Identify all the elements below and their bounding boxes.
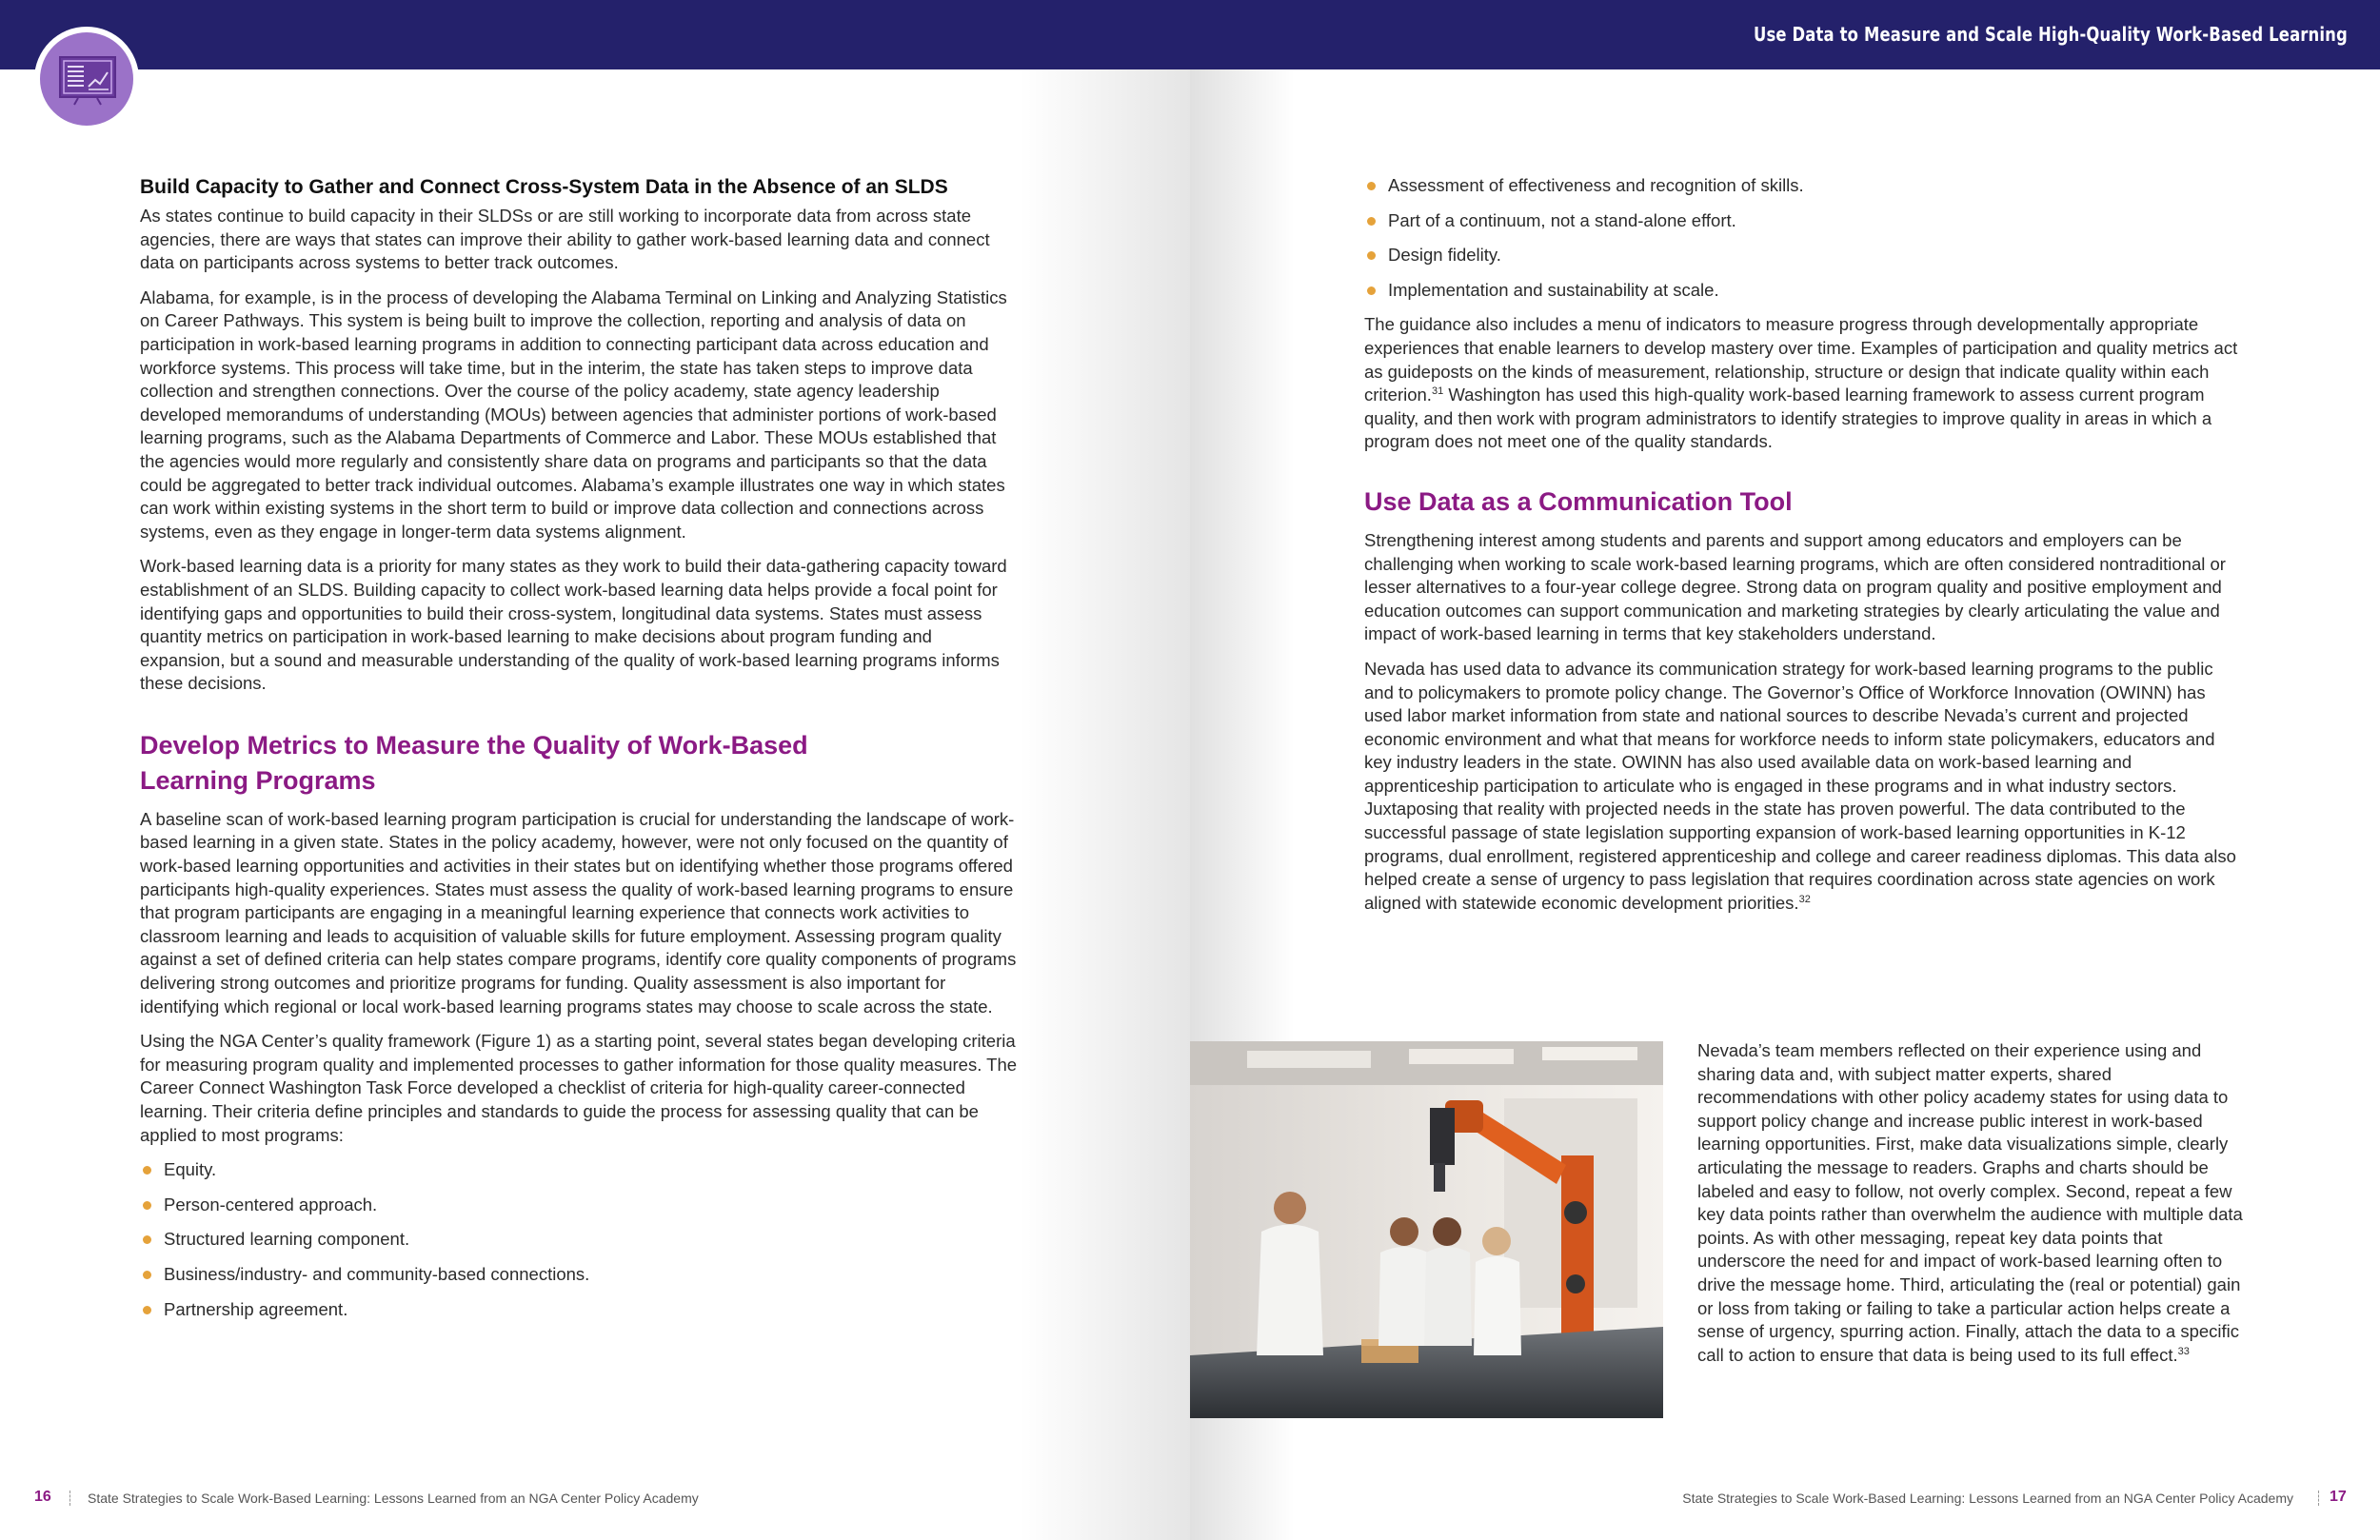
footer-separator [69, 1491, 71, 1506]
paragraph: A baseline scan of work-based learning program participation is crucial for understanding the landscape of work-based learning in a given state. States in the policy academy, however, were not only focused on the quantity of work-based learning opportunities and activities in their states but on identifying whether those programs offered participants high-quality experiences. States must assess the quality of work-based learning programs to ensure that program participants are engaging in a meaningful learning experience that connects work activities to classroom learning and leads to acquisition of valuable skills for future employment. Assessing program quality against a set of defined criteria can help states compare programs, identify core quality components of programs delivering strong outcomes and prioritize programs for funding. Quality assessment is also important for identifying which regional or local work-based learning programs states may choose to scale across the state. [140, 808, 1017, 1017]
footer-separator [2318, 1491, 2320, 1506]
lab-robot-illustration [1190, 1041, 1663, 1418]
paragraph: Using the NGA Center’s quality framework (Figure 1) as a starting point, several states began developing criteria for measuring program quality and implemented processes to gather information for those quality measures. The Career Connect Washington Task Force developed a checklist of criteria for high-quality career-connected learning. Their criteria define principles and standards to guide the process for assessing quality that can be applied to most programs: [140, 1031, 1018, 1145]
section-badge [34, 27, 139, 131]
footer-text-left: State Strategies to Scale Work-Based Learning: Lessons Learned from an NGA Center Policy Academy [88, 1491, 699, 1506]
list-item: Person-centered approach. [140, 1194, 1020, 1217]
paragraph-nevada: Nevada has used data to advance its communication strategy for work-based learning programs to the public and to policymakers to promote policy change. The Governor’s Office of Workforce Innovation (OWINN) has used labor market information from state and national sources to describe Nevada’s current and projected economic environment and what that means for workforce needs to inform state policymakers, educators and key industry leaders in the state. OWINN has also used available data on work-based learning and apprenticeship participation to articulate who is engaged in these programs and in what industry sectors. Juxtaposing that reality with projected needs in the state has proven powerful. The data contributed to the successful passage of state legislation supporting expansion of work-based learning opportunities in K-12 programs, dual enrollment, registered apprenticeship and college and career readiness diplomas. This data also helped create a sense of urgency to pass legislation that requires coordination across state agencies on work aligned with statewide economic development priorities.$^{32}$ [1364, 658, 2236, 913]
right-column [1364, 174, 2245, 926]
list-item: Equity. [140, 1158, 1020, 1182]
heading-develop-metrics: Develop Metrics to Measure the Quality of Work-Based Learning Programs [140, 730, 808, 795]
criteria-list [140, 1158, 1020, 1321]
subhead-build-capacity: Build Capacity to Gather and Connect Cross-System Data in the Absence of an SLDS [140, 176, 948, 198]
list-item: Business/industry- and community-based connections. [140, 1263, 1020, 1287]
chart-presentation-icon [59, 56, 116, 106]
spine-shadow-left [1019, 0, 1190, 1540]
paragraph: Work-based learning data is a priority for many states as they work to build their data-gathering capacity toward establishment of an SLDS. Building capacity to collect work-based learning data helps provide a focal point for identifying gaps and opportunities to build their cross-system, longitudinal data systems. States must assess quantity metrics on participation in work-based learning to make decisions about program funding and expansion, but a sound and measurable understanding of the quality of work-based learning programs informs these decisions. [140, 556, 1007, 694]
left-column [140, 174, 1020, 1333]
heading-communication-tool: Use Data as a Communication Tool [1364, 486, 1793, 516]
page-number-right: 17 [2330, 1489, 2347, 1505]
paragraph: Alabama, for example, is in the process of developing the Alabama Terminal on Linking and Analyzing Statistics on Career Pathways. This system is being built to improve the collection, reporting and analysis of data on participation in work-based learning programs in addition to connecting participant data across education and workforce systems. This process will take time, but in the interim, the state has taken steps to improve data collection and strengthen connections. Over the course of the policy academy, state agency leadership developed memorandums of understanding (MOUs) between agencies that administer portions of work-based learning programs, such as the Alabama Departments of Commerce and Labor. These MOUs established that the agencies would more regularly and consistently share data on programs and participants so that the data could be aggregated to better track individual outcomes. Alabama’s example illustrates one way in which states can work within existing systems in the short term to build or improve data collection and connections across systems, even as they engage in longer-term data systems alignment. [140, 286, 1007, 542]
header-title: Use Data to Measure and Scale High-Quality Work-Based Learning [1754, 23, 2348, 46]
list-item: Structured learning component. [140, 1228, 1020, 1252]
right-column-lower [1697, 1039, 2245, 1378]
paragraph-team: Nevada’s team members reflected on their experience using and sharing data and, with subject matter experts, shared recommendations with other policy academy states for using data to support policy change and increase public interest in work-based learning opportunities. First, make data visualizations simple, clearly articulating the message to readers. Graphs and charts should be labeled and easy to follow, not overly complex. Second, repeat a few key data points rather than overwhelm the audience with multiple data points. As with other messaging, repeat key data points that underscore the need for and impact of work-based learning often to drive the message home. Third, articulating the (real or potential) gain or loss from taking or failing to take a particular action helps create a sense of urgency, spurring action. Finally, attach the data to a specific call to action to ensure that data is being used to its full effect.$^{33}$ [1697, 1040, 2243, 1365]
paragraph: As states continue to build capacity in their SLDSs or are still working to incorporate data from across state agencies, there are ways that states can improve their ability to gather work-based learning data and connect data on participants across systems to better track outcomes. [140, 206, 990, 273]
list-item: Implementation and sustainability at scale. [1364, 279, 2245, 303]
list-item: Partnership agreement. [140, 1298, 1020, 1322]
footnote-ref[interactable]: 31 [1431, 385, 1444, 397]
paragraph: Strengthening interest among students and parents and support among educators and employers can be challenging when working to scale work-based learning programs, which are often considered nontraditional or lesser alternatives to a four-year college degree. Strong data on program quality and positive employment and education outcomes can support communication and marketing strategies by clearly articulating the value and impact of work-based learning in terms that key stakeholders understand. [1364, 529, 2226, 644]
header-bar [0, 0, 2380, 69]
list-item: Assessment of effectiveness and recognition of skills. [1364, 174, 2245, 198]
lab-robot-photo [1190, 1041, 1663, 1418]
page-number-left: 16 [34, 1489, 51, 1505]
footnote-ref[interactable]: 33 [2177, 1345, 2190, 1357]
paragraph-guidance: The guidance also includes a menu of indicators to measure progress through developmentally appropriate experiences that enable learners to develop mastery over time. Examples of participation and quality metrics act as guideposts on the kinds of measurement, relationship, structure or design that indicate quality within each criterion.$^{31}$ Washington has used this high-quality work-based learning framework to assess current program quality, and then work with program administrators to identify strategies to improve quality in areas in which a program does not meet one of the quality standards. [1364, 314, 2238, 452]
criteria-list-continued [1364, 174, 2245, 302]
list-item: Part of a continuum, not a stand-alone effort. [1364, 209, 2245, 233]
footer-text-right: State Strategies to Scale Work-Based Learning: Lessons Learned from an NGA Center Policy Academy [1682, 1491, 2293, 1506]
footnote-ref[interactable]: 32 [1798, 893, 1811, 905]
list-item: Design fidelity. [1364, 244, 2245, 267]
